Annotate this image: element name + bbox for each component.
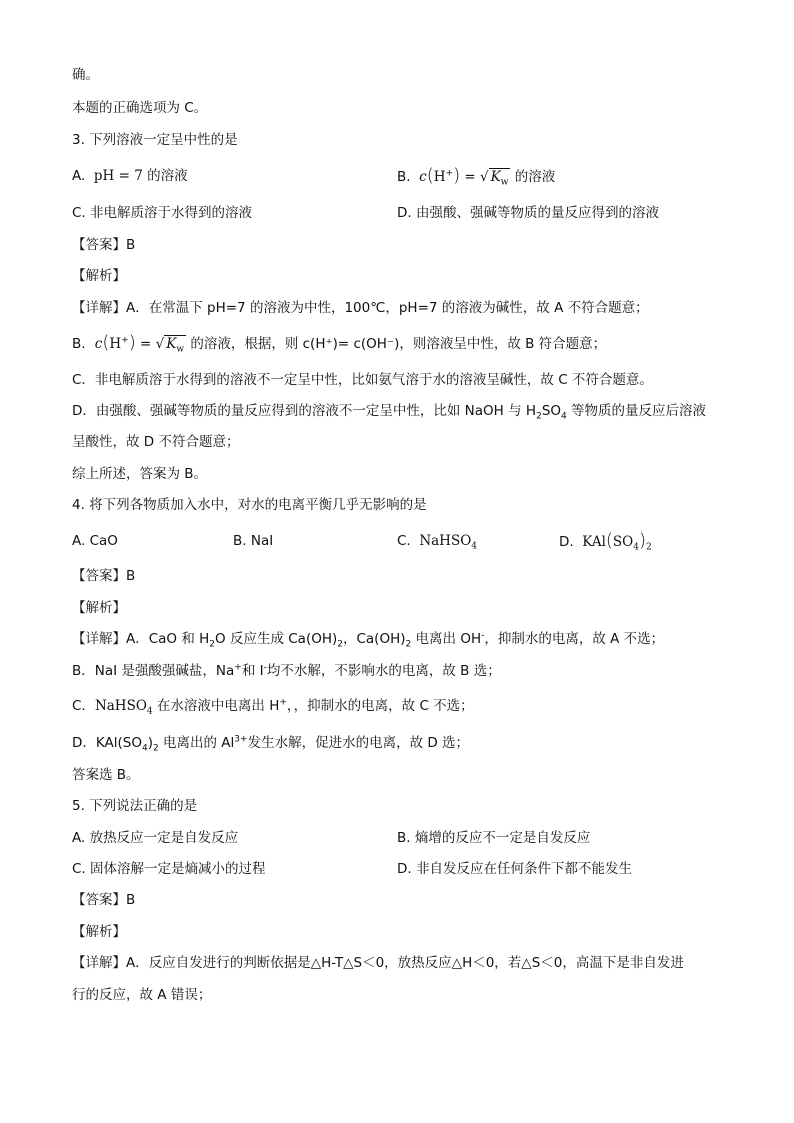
q3-option-a: A. pH = 7 的溶液 — [72, 168, 188, 184]
sqrt-icon: √ — [480, 169, 489, 185]
question-5-stem: 5. 下列说法正确的是 — [72, 798, 198, 814]
q4-option-c: C. NaHSO$_4$ — [397, 533, 477, 552]
q5-option-d: D. 非自发反应在任何条件下都不能发生 — [397, 861, 632, 877]
q3-option-b: B. c(H+) = √ $K_w$ 的溶液 — [397, 165, 556, 188]
question-3-stem: 3. 下列溶液一定呈中性的是 — [72, 132, 238, 148]
q5-option-c: C. 固体溶解一定是熵减小的过程 — [72, 861, 266, 877]
q5-detail-a-cont: 行的反应，故 A 错误； — [72, 987, 212, 1003]
q4-detail-a: 【详解】A．CaO 和 $H_2O$ 反应生成 $Ca(OH)_2$，$Ca(OH)_2$ 电离出 OH-，抑制水的电离，故 A 不选； — [72, 630, 665, 650]
q3-detail-d: D．由强酸、强碱等物质的量反应得到的溶液不一定呈中性，比如 NaOH 与 $H_2SO_4$ 等物质的量反应后溶液 — [72, 403, 707, 422]
q4-option-a: A. CaO — [72, 533, 118, 549]
q4-option-d: D. $KAl(SO_4)_2$ — [559, 530, 652, 553]
q4-option-b: B. NaI — [233, 533, 274, 549]
q3-summary: 综上所述，答案为 B。 — [72, 466, 208, 482]
sqrt-icon: √ — [155, 336, 165, 352]
q5-detail-a: 【详解】A．反应自发进行的判断依据是△H-T△S＜0，放热反应△H＜0，若△S＜0，高温下是非自发进 — [72, 955, 684, 971]
q4-analysis: 【解析】 — [72, 600, 126, 616]
q4-summary: 答案选 B。 — [72, 767, 140, 783]
q4-detail-b: B．NaI 是强酸强碱盐，Na+和 I-均不水解，不影响水的电离，故 B 选； — [72, 662, 501, 679]
q3-detail-b: B．c(H+) = √ $K_w$ 的溶液，根据，则 c(H⁺)= c(OH⁻)，则溶液呈中性，故 B 符合题意； — [72, 332, 607, 355]
q3-detail-c: C．非电解质溶于水得到的溶液不一定呈中性，比如氨气溶于水的溶液呈碱性，故 C 不符合题意。 — [72, 372, 653, 388]
q3-detail-a: 【详解】A．在常温下 pH=7 的溶液为中性，100℃，pH=7 的溶液为碱性，故 A 不符合题意； — [72, 300, 649, 316]
q3-analysis: 【解析】 — [72, 268, 126, 284]
q3-option-d: D. 由强酸、强碱等物质的量反应得到的溶液 — [397, 205, 659, 221]
q3-detail-d-cont: 呈酸性，故 D 不符合题意； — [72, 434, 240, 450]
q5-analysis: 【解析】 — [72, 924, 126, 940]
q4-answer: 【答案】B — [72, 568, 136, 584]
q4-detail-d: D．$KAl(SO_4)_2$ 电离出的 $Al^{3+}$发生水解，促进水的电离，故 D 选； — [72, 734, 470, 754]
question-4-stem: 4. 将下列各物质加入水中，对水的电离平衡几乎无影响的是 — [72, 497, 427, 513]
q4-detail-c: C．NaHSO$_4$ 在水溶液中电离出 H+，，抑制水的电离，故 C 不选； — [72, 697, 474, 717]
q3-option-c: C. 非电解质溶于水得到的溶液 — [72, 205, 253, 221]
q5-answer: 【答案】B — [72, 892, 136, 908]
q5-option-a: A. 放热反应一定是自发反应 — [72, 830, 239, 846]
q3-answer: 【答案】B — [72, 237, 136, 253]
text-line: 本题的正确选项为 C。 — [72, 100, 208, 116]
text-line: 确。 — [72, 67, 99, 83]
q5-option-b: B. 熵增的反应不一定是自发反应 — [397, 830, 591, 846]
